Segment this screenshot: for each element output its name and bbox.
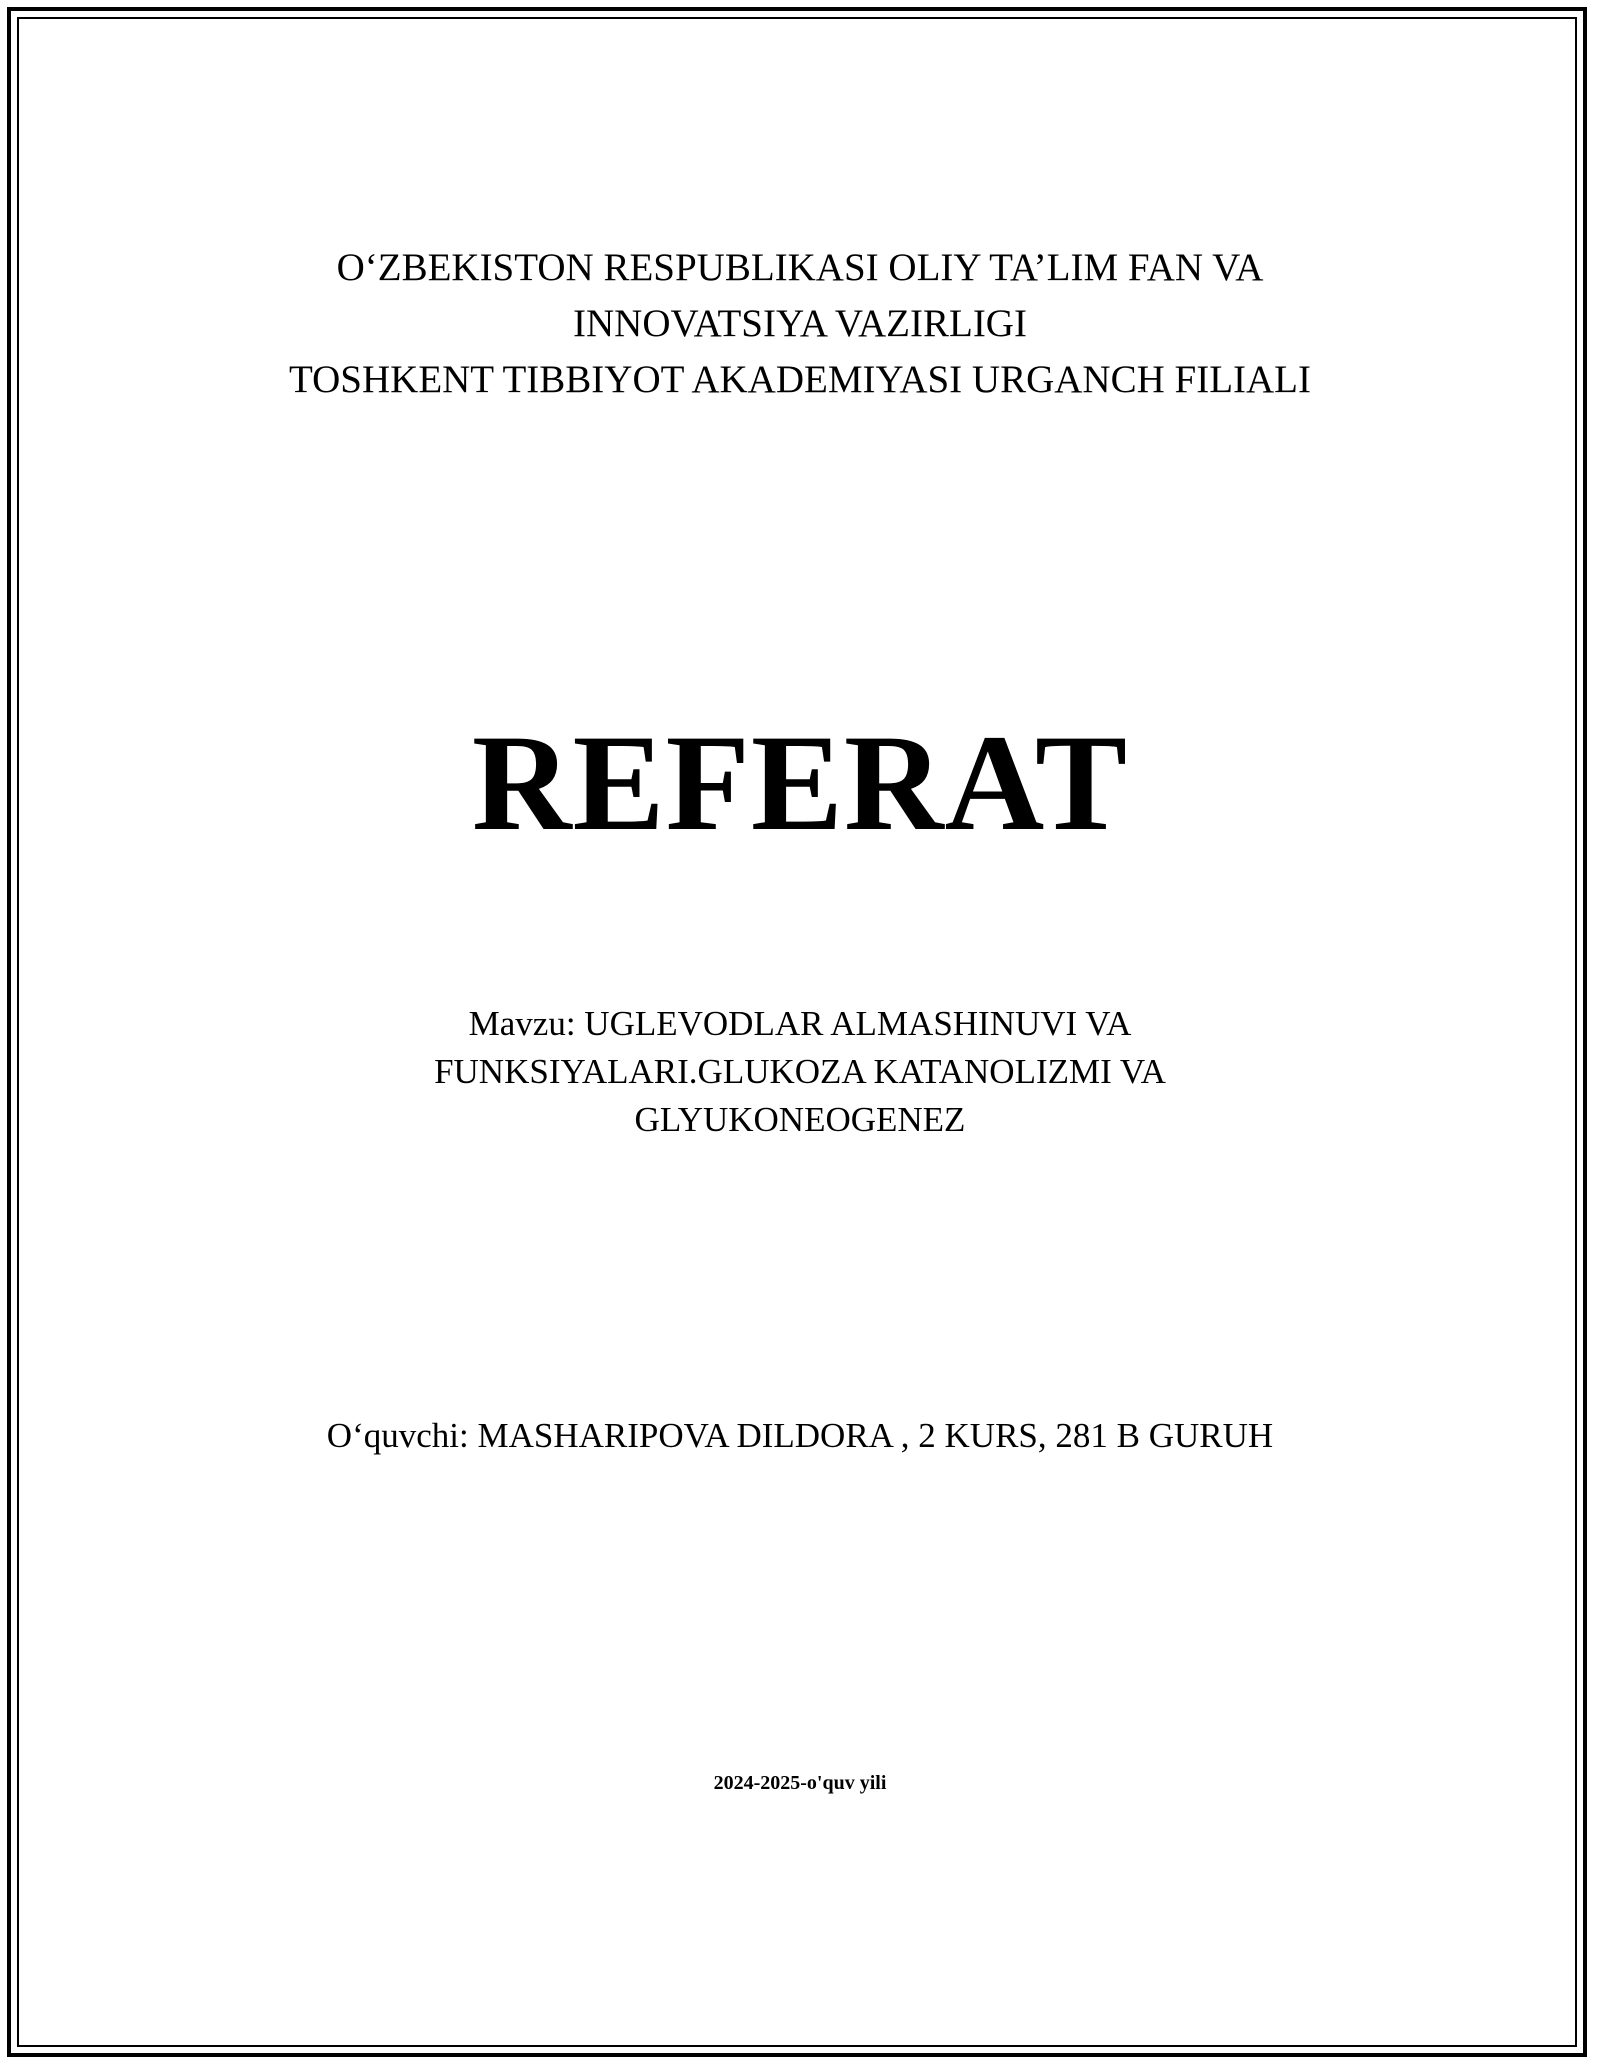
ministry-name-line-2: INNOVATSIYA VAZIRLIGI (573, 302, 1027, 345)
document-title: REFERAT (471, 706, 1129, 859)
topic-line-3: GLYUKONEOGENEZ (634, 1100, 966, 1139)
institution-name: TOSHKENT TIBBIYOT AKADEMIYASI URGANCH FILIALI (289, 358, 1311, 401)
academic-year: 2024-2025-o'quv yili (713, 1772, 887, 1794)
topic-line-2: FUNKSIYALARI.GLUKOZA KATANOLIZMI VA (434, 1052, 1166, 1091)
student-info: O‘quvchi: MASHARIPOVA DILDORA , 2 KURS, 281 B GURUH (326, 1416, 1274, 1455)
topic-line-1: Mavzu: UGLEVODLAR ALMASHINUVI VA (468, 1004, 1132, 1043)
ministry-name-line-1: O‘ZBEKISTON RESPUBLIKASI OLIY TA’LIM FAN VA (336, 246, 1264, 289)
